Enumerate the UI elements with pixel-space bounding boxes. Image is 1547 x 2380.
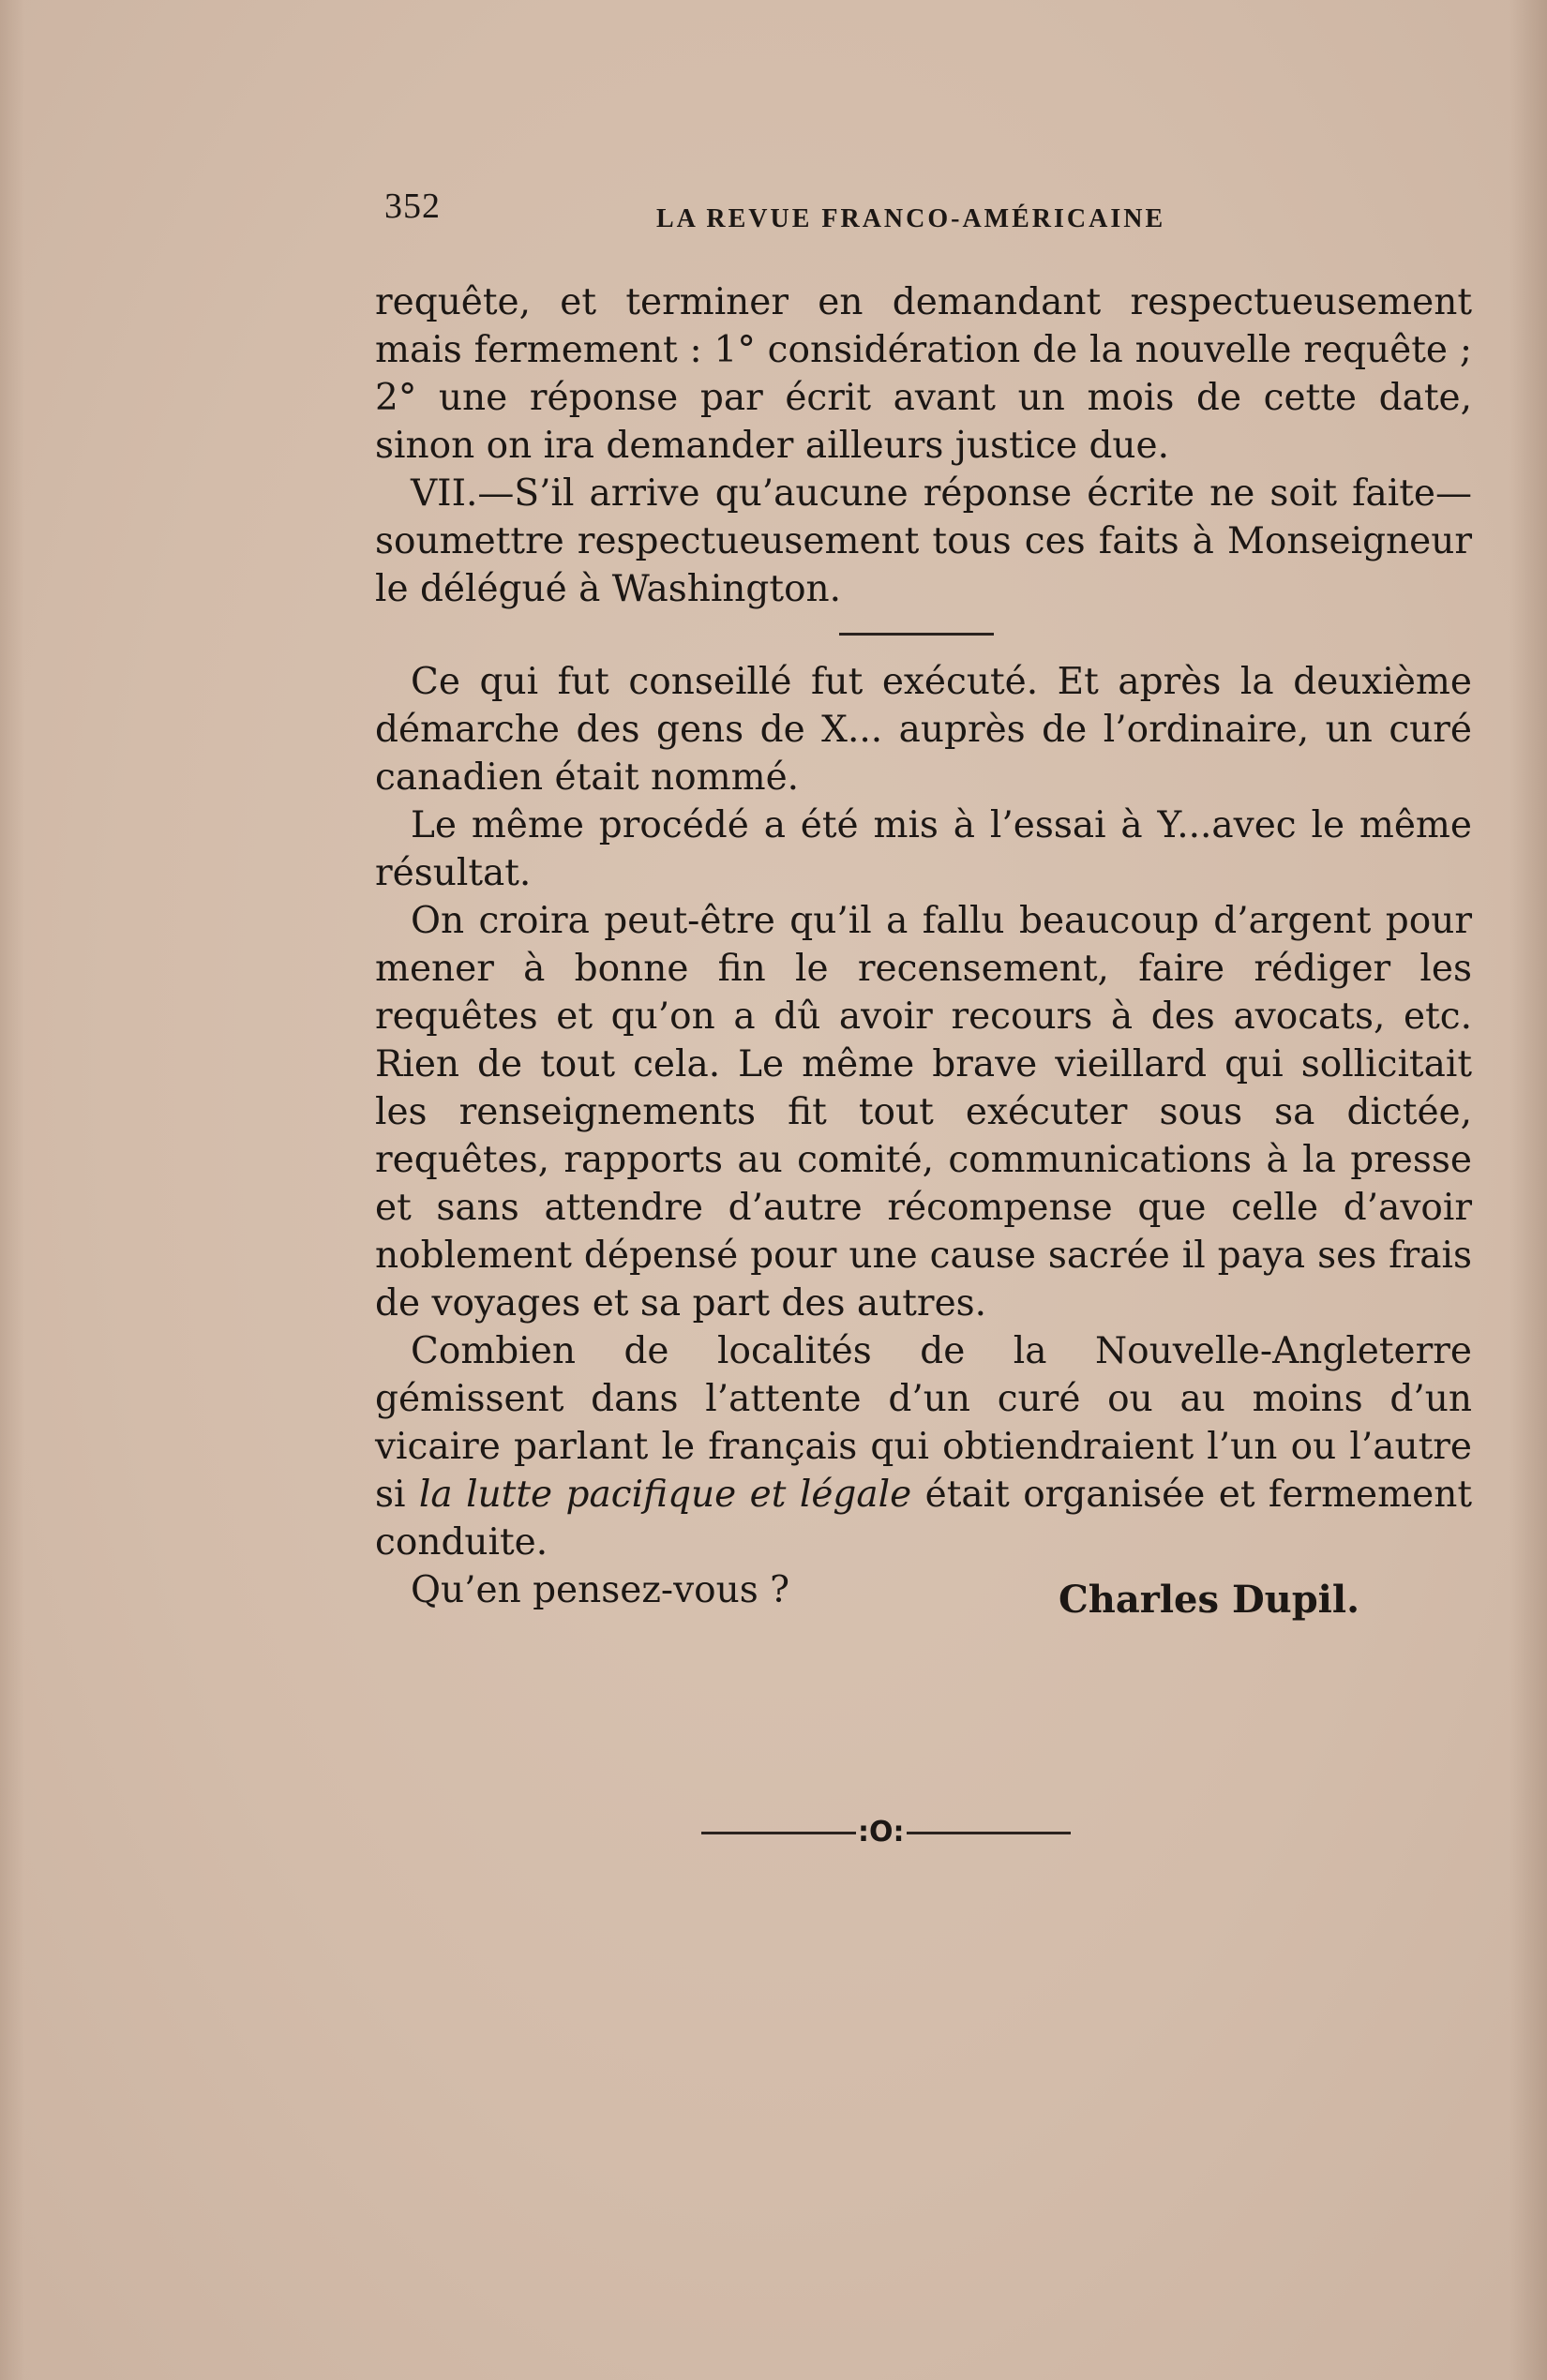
paragraph: Ce qui fut conseillé fut exécuté. Et après la deuxième démarche des gens de X... auprès de l’ordinaire, un curé canadien était nommé.: [375, 661, 1472, 799]
paragraph: requête, et terminer en demandant respectueusement mais fermement : 1° considération de la nouvelle requête ; 2° une réponse par écrit avant un mois de cette date, sinon on ira demander ailleurs justice due.: [375, 281, 1472, 467]
italic-phrase: la lutte pacifique et légale: [418, 1474, 912, 1516]
paragraph: Le même procédé a été mis à l’essai à Y...avec le même résultat.: [375, 804, 1472, 894]
author-signature: Charles Dupil.: [1058, 1578, 1359, 1622]
section-divider: [839, 633, 994, 636]
paragraph-text: Combien de localités de la Nouvelle-Angleterre gémissent dans l’attente d’un curé ou au moins d’un vicaire parlant le français qui obtiendraient l’un ou l’autre si: [375, 1330, 1472, 1516]
running-title: LA REVUE FRANCO-AMÉRICAINE: [656, 204, 1166, 233]
page-left-edge: [0, 0, 24, 2380]
paragraph: On croira peut-être qu’il a fallu beaucoup d’argent pour mener à bonne fin le recensement, faire rédiger les requêtes et qu’on a dû avoir recours à des avocats, etc. Rien de tout cela. Le même brave vieillard qui sollicitait les renseignements fit tout exécuter sous sa dictée, requêtes, rapports au comité, communications à la presse et sans attendre d’autre récompense que celle d’avoir noblement dépensé pour une cause sacrée il paya ses frais de voyages et sa part des autres.: [375, 900, 1472, 1325]
paragraph: Qu’en pensez-vous ?: [411, 1569, 790, 1611]
ornament-line-left: [701, 1832, 856, 1834]
text-block-top: [375, 278, 1472, 613]
ornament-line-right: [907, 1832, 1071, 1834]
text-block-main: [375, 658, 1472, 1614]
end-ornament: [701, 1816, 1071, 1849]
paragraph: VII.—S’il arrive qu’aucune réponse écrite ne soit faite— soumettre respectueusement tous ces faits à Monseigneur le délégué à Washington.: [375, 472, 1472, 610]
page-number: 352: [384, 187, 441, 226]
page-right-edge: [1509, 0, 1547, 2380]
paragraph: [375, 1327, 1472, 1566]
paragraph-text: était organisée et fermement conduite.: [375, 1474, 1472, 1564]
ornament-center: :O:: [858, 1816, 905, 1849]
